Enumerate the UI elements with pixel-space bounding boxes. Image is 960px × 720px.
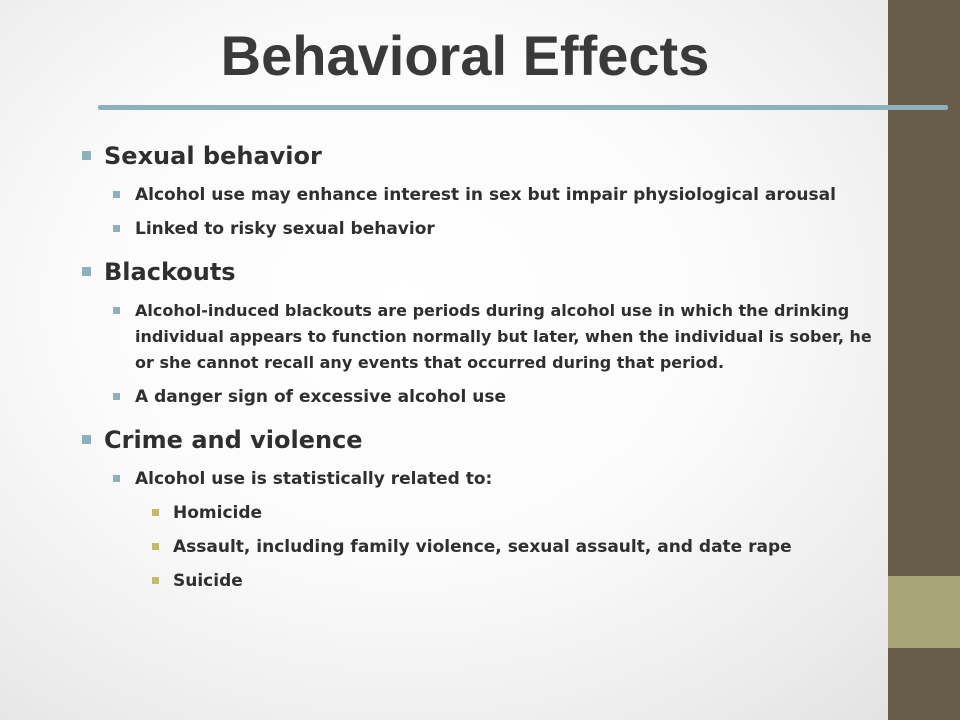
section-heading-sexual-behavior xyxy=(80,138,880,174)
section-heading-text: Blackouts xyxy=(104,258,236,286)
square-bullet-icon xyxy=(113,475,120,482)
bullet-item xyxy=(80,384,875,410)
square-bullet-icon xyxy=(152,543,159,550)
sub-bullet-item-text: Suicide xyxy=(173,571,243,591)
bullet-item xyxy=(80,182,875,208)
square-bullet-icon xyxy=(113,191,120,198)
square-bullet-icon xyxy=(82,435,91,444)
sub-bullet-item xyxy=(80,568,880,594)
sidebar-accent-block xyxy=(888,576,960,648)
square-bullet-icon xyxy=(82,151,91,160)
sub-bullet-item xyxy=(80,500,880,526)
square-bullet-icon xyxy=(113,307,120,314)
bullet-item-text: Alcohol use may enhance interest in sex but impair physiological arousal xyxy=(135,185,836,205)
section-heading-blackouts xyxy=(80,254,880,290)
bullet-item-text: Alcohol-induced blackouts are periods during alcohol use in which the drinking individual appears to function normally but later, when the individual is sober, he or she cannot recall any events that occurred during that period. xyxy=(135,301,872,372)
square-bullet-icon xyxy=(113,393,120,400)
sub-bullet-item-text: Homicide xyxy=(173,503,263,523)
slide-content xyxy=(80,138,880,594)
bullet-item-text: Linked to risky sexual behavior xyxy=(135,219,435,239)
section-heading-text: Sexual behavior xyxy=(104,142,322,170)
bullet-item-text: A danger sign of excessive alcohol use xyxy=(135,387,506,407)
section-heading-text: Crime and violence xyxy=(104,426,363,454)
square-bullet-icon xyxy=(152,509,159,516)
slide-title: Behavioral Effects xyxy=(220,24,710,87)
bullet-item xyxy=(80,466,875,492)
bullet-item xyxy=(80,298,875,376)
square-bullet-icon xyxy=(82,267,91,276)
bullet-item-text: Alcohol use is statistically related to: xyxy=(135,469,493,489)
sub-bullet-item-text: Assault, including family violence, sexual assault, and date rape xyxy=(173,537,792,557)
bullet-item xyxy=(80,216,875,242)
section-heading-crime-and-violence xyxy=(80,422,880,458)
title-underline xyxy=(98,105,948,110)
square-bullet-icon xyxy=(113,225,120,232)
square-bullet-icon xyxy=(152,577,159,584)
sub-bullet-item xyxy=(80,534,880,560)
